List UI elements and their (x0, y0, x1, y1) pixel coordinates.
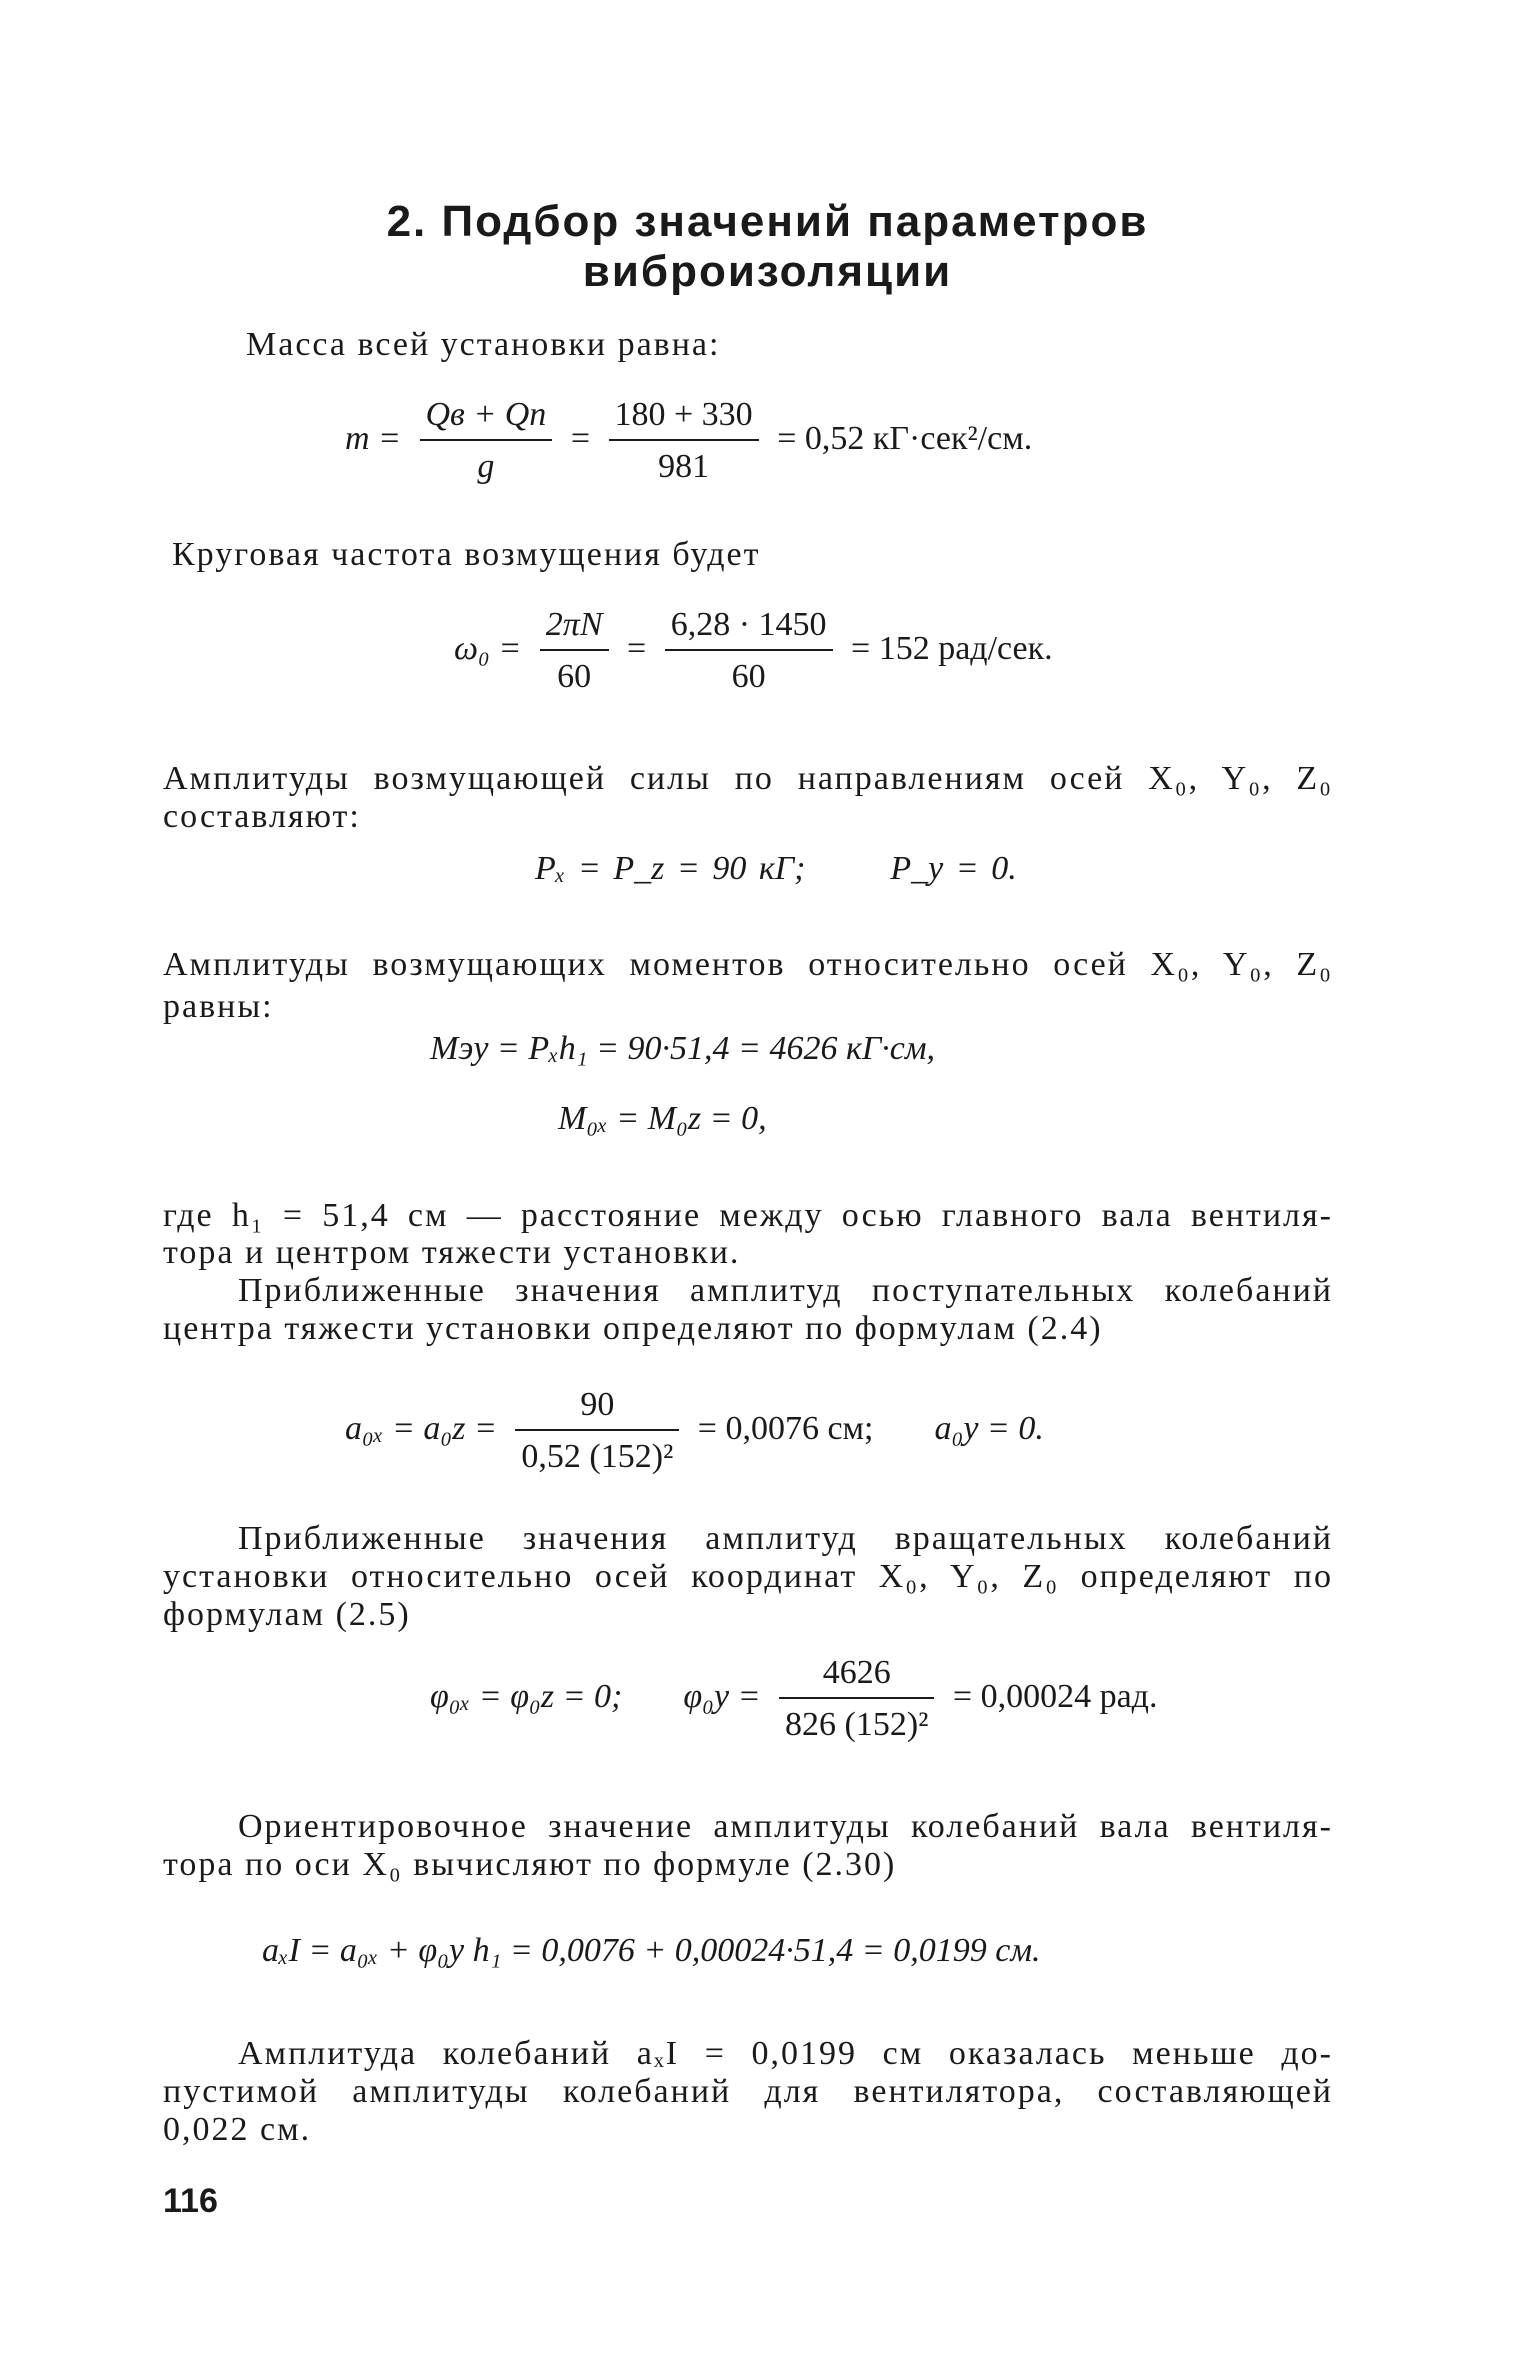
formula-omega-fraction-2 (665, 605, 833, 697)
paragraph-translational-line1: Приближенные значения амплитуд поступательных колебаний (238, 1272, 1333, 1309)
section-heading-line1: 2. Подбор значений параметров (386, 197, 1149, 246)
formula-a0-fraction (515, 1385, 679, 1477)
formula-omega-lhs: ω₀ = (454, 629, 522, 667)
paragraph-mass-intro: Масса всей установки равна: (246, 326, 721, 363)
formula-phi-denominator: 826 (152)² (785, 1706, 929, 1743)
formula-mass (345, 395, 1032, 487)
formula-mass-denominator-2: 981 (658, 448, 710, 485)
paragraph-conclusion-line2: пустимой амплитуды колебаний для вентилятора, составляющей (163, 2073, 1333, 2110)
paragraph-frequency-intro: Круговая частота возмущения будет (172, 536, 761, 573)
paragraph-rotational-line3: формулам (2.5) (163, 1596, 411, 1633)
formula-mass-result: = 0,52 кГ·сек²/см. (777, 419, 1033, 457)
formula-phi (430, 1653, 1157, 1745)
formula-phi-lhs: φ₀y = (683, 1677, 761, 1715)
formula-mass-equals: = (570, 419, 590, 457)
paragraph-conclusion-line3: 0,022 см. (163, 2111, 312, 2148)
formula-omega-numerator-1: 2πN (540, 605, 609, 651)
formula-forces (535, 850, 1017, 888)
formula-phi-result: = 0,00024 рад. (952, 1677, 1158, 1715)
paragraph-shaft-line1: Ориентировочное значение амплитуды колебаний вала вентиля- (238, 1808, 1333, 1845)
paragraph-translational-line2: центра тяжести установки определяют по формулам (2.4) (163, 1310, 1103, 1347)
page-number: 116 (163, 2182, 218, 2220)
formula-moment-1: Mэy = Pₓh₁ = 90·51,4 = 4626 кГ·см, (430, 1030, 936, 1067)
paragraph-conclusion-line1: Амплитуда колебаний aₓI = 0,0199 см оказалась меньше до- (238, 2035, 1333, 2072)
paragraph-h1-line2: тора и центром тяжести установки. (163, 1234, 741, 1271)
formula-omega-denominator-1: 60 (557, 658, 592, 695)
formula-axI: aₓI = a₀ₓ + φ₀y h₁ = 0,0076 + 0,00024·51,4 = 0,0199 см. (262, 1932, 1041, 1969)
formula-moment-2: M₀ₓ = M₀z = 0, (558, 1100, 767, 1137)
formula-mass-numerator-1: Qв + Qп (420, 395, 553, 441)
formula-a0-extra: a₀y = 0. (934, 1409, 1044, 1447)
formula-mass-lhs: m = (345, 419, 401, 457)
formula-forces-part2: P_y = 0. (890, 850, 1017, 887)
formula-a0-denominator: 0,52 (152)² (521, 1438, 674, 1475)
paragraph-moments-line2: равны: (163, 988, 274, 1025)
paragraph-h1-line1: где h₁ = 51,4 см — расстояние между осью главного вала вентиля- (163, 1197, 1333, 1234)
formula-omega-numerator-2: 6,28 · 1450 (665, 605, 833, 651)
paragraph-rotational-line1: Приближенные значения амплитуд вращательных колебаний (238, 1520, 1333, 1557)
formula-a0-numerator: 90 (515, 1385, 679, 1431)
formula-forces-part1: Pₓ = P_z = 90 кГ; (535, 850, 806, 887)
formula-omega-result: = 152 рад/сек. (851, 629, 1053, 667)
formula-a0 (345, 1385, 1044, 1477)
paragraph-rotational-line2: установки относительно осей координат X₀, Y₀, Z₀ определяют по (163, 1558, 1333, 1595)
formula-omega (454, 605, 1053, 697)
paragraph-forces-line2: составляют: (163, 798, 361, 835)
formula-omega-denominator-2: 60 (731, 658, 766, 695)
formula-a0-result: = 0,0076 см; (697, 1409, 874, 1447)
formula-a0-lhs: a₀ₓ = a₀z = (345, 1409, 497, 1447)
formula-phi-fraction (779, 1653, 934, 1745)
formula-mass-fraction-1 (420, 395, 553, 487)
formula-omega-equals: = (627, 629, 647, 667)
formula-mass-fraction-2 (609, 395, 759, 487)
formula-mass-denominator-1: g (477, 448, 495, 485)
formula-mass-numerator-2: 180 + 330 (609, 395, 759, 441)
paragraph-forces-line1: Амплитуды возмущающей силы по направлениям осей X₀, Y₀, Z₀ (163, 760, 1333, 797)
paragraph-moments-line1: Амплитуды возмущающих моментов относительно осей X₀, Y₀, Z₀ (163, 946, 1333, 983)
section-heading-line2: виброизоляции (582, 247, 953, 296)
formula-omega-fraction-1 (540, 605, 609, 697)
paragraph-shaft-line2: тора по оси X₀ вычисляют по формуле (2.30) (163, 1846, 897, 1883)
formula-phi-part1: φ₀ₓ = φ₀z = 0; (430, 1677, 623, 1715)
formula-phi-numerator: 4626 (779, 1653, 934, 1699)
